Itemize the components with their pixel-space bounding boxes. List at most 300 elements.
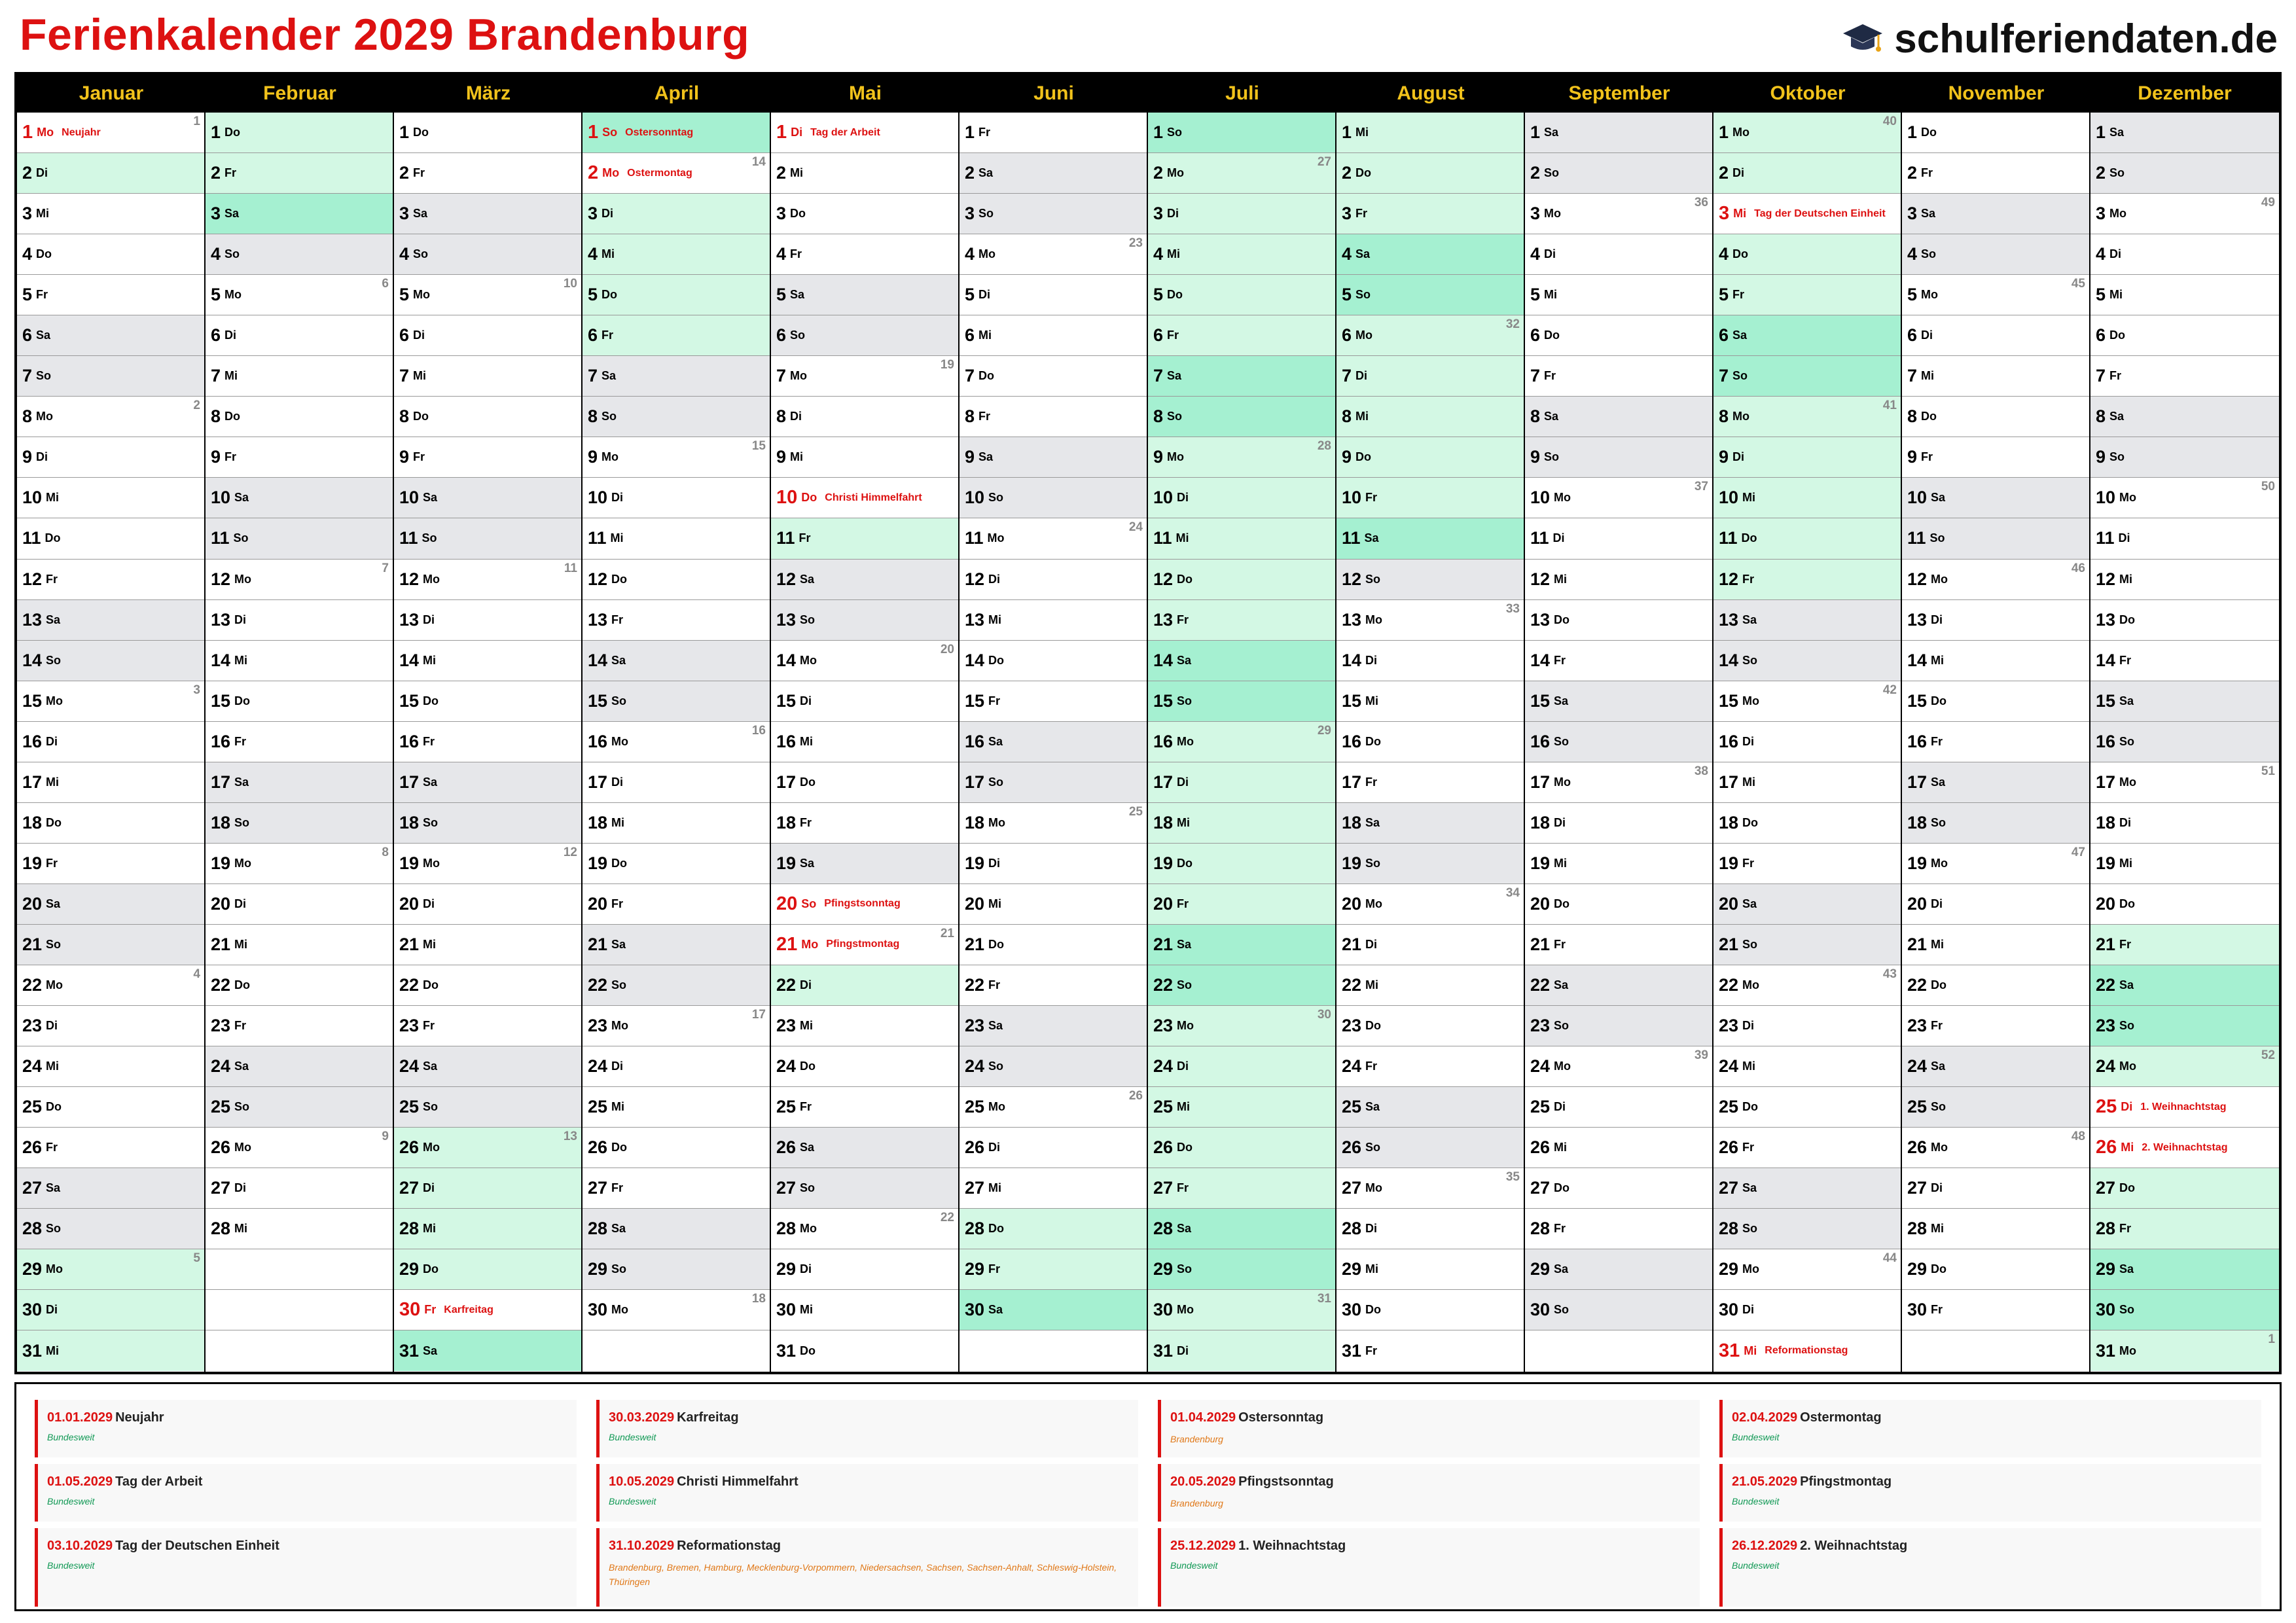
day-cell[interactable] (394, 194, 581, 234)
day-cell[interactable] (1525, 884, 1712, 925)
day-cell[interactable] (206, 681, 393, 722)
day-cell[interactable] (206, 397, 393, 437)
day-cell[interactable] (583, 194, 770, 234)
day-cell[interactable] (1902, 1006, 2089, 1046)
day-cell[interactable] (1902, 234, 2089, 275)
day-cell[interactable] (1525, 1290, 1712, 1330)
day-cell[interactable] (1525, 762, 1712, 803)
day-cell[interactable] (960, 681, 1147, 722)
day-cell[interactable] (771, 234, 958, 275)
day-cell[interactable] (1902, 722, 2089, 762)
day-cell[interactable] (394, 315, 581, 356)
day-cell[interactable] (2090, 600, 2279, 641)
day-cell[interactable] (1525, 194, 1712, 234)
day-cell[interactable] (1336, 925, 1524, 965)
day-cell[interactable] (2090, 803, 2279, 844)
day-cell[interactable] (17, 681, 204, 722)
day-cell[interactable] (1148, 803, 1335, 844)
day-cell[interactable] (771, 600, 958, 641)
day-cell[interactable] (1713, 965, 1901, 1006)
day-cell[interactable] (17, 884, 204, 925)
day-cell[interactable] (960, 275, 1147, 315)
day-cell[interactable] (1902, 803, 2089, 844)
day-cell[interactable] (2090, 153, 2279, 194)
day-cell[interactable] (771, 437, 958, 478)
day-cell[interactable] (17, 1046, 204, 1087)
day-cell[interactable] (771, 1046, 958, 1087)
day-cell[interactable] (1525, 1168, 1712, 1209)
day-cell[interactable] (583, 681, 770, 722)
day-cell[interactable] (583, 762, 770, 803)
day-cell[interactable] (960, 722, 1147, 762)
day-cell[interactable] (960, 1006, 1147, 1046)
day-cell[interactable] (206, 113, 393, 153)
day-cell[interactable] (1713, 1046, 1901, 1087)
day-cell[interactable] (1148, 153, 1335, 194)
day-cell[interactable] (394, 844, 581, 884)
brand-logo[interactable] (1842, 16, 2278, 62)
holiday-day-cell[interactable] (771, 113, 958, 153)
day-cell[interactable] (960, 518, 1147, 559)
day-cell[interactable] (2090, 518, 2279, 559)
day-cell[interactable] (394, 437, 581, 478)
day-cell[interactable] (394, 1209, 581, 1249)
day-cell[interactable] (1902, 560, 2089, 600)
day-cell[interactable] (1713, 1209, 1901, 1249)
day-cell[interactable] (1713, 1128, 1901, 1168)
day-cell[interactable] (206, 194, 393, 234)
day-cell[interactable] (1336, 641, 1524, 681)
day-cell[interactable] (1525, 965, 1712, 1006)
day-cell[interactable] (1713, 356, 1901, 397)
day-cell[interactable] (583, 315, 770, 356)
day-cell[interactable] (17, 1087, 204, 1128)
day-cell[interactable] (1148, 275, 1335, 315)
day-cell[interactable] (17, 844, 204, 884)
day-cell[interactable] (17, 356, 204, 397)
day-cell[interactable] (1713, 722, 1901, 762)
day-cell[interactable] (1148, 1046, 1335, 1087)
day-cell[interactable] (960, 194, 1147, 234)
day-cell[interactable] (1336, 356, 1524, 397)
day-cell[interactable] (771, 153, 958, 194)
day-cell[interactable] (960, 844, 1147, 884)
day-cell[interactable] (771, 1128, 958, 1168)
day-cell[interactable] (394, 1046, 581, 1087)
day-cell[interactable] (1713, 681, 1901, 722)
day-cell[interactable] (1902, 113, 2089, 153)
day-cell[interactable] (1336, 1128, 1524, 1168)
day-cell[interactable] (206, 518, 393, 559)
holiday-day-cell[interactable] (2090, 1087, 2279, 1128)
day-cell[interactable] (960, 560, 1147, 600)
day-cell[interactable] (206, 275, 393, 315)
day-cell[interactable] (206, 884, 393, 925)
day-cell[interactable] (1713, 1087, 1901, 1128)
day-cell[interactable] (960, 437, 1147, 478)
day-cell[interactable] (771, 315, 958, 356)
day-cell[interactable] (771, 681, 958, 722)
day-cell[interactable] (1525, 722, 1712, 762)
day-cell[interactable] (1148, 762, 1335, 803)
day-cell[interactable] (1525, 315, 1712, 356)
day-cell[interactable] (771, 1330, 958, 1371)
day-cell[interactable] (771, 518, 958, 559)
day-cell[interactable] (1713, 113, 1901, 153)
day-cell[interactable] (1148, 397, 1335, 437)
day-cell[interactable] (1902, 275, 2089, 315)
holiday-day-cell[interactable] (583, 153, 770, 194)
day-cell[interactable] (394, 1128, 581, 1168)
day-cell[interactable] (1336, 153, 1524, 194)
day-cell[interactable] (1902, 1209, 2089, 1249)
day-cell[interactable] (206, 153, 393, 194)
day-cell[interactable] (960, 762, 1147, 803)
day-cell[interactable] (1902, 641, 2089, 681)
holiday-day-cell[interactable] (771, 925, 958, 965)
day-cell[interactable] (960, 478, 1147, 518)
day-cell[interactable] (960, 600, 1147, 641)
holiday-day-cell[interactable] (394, 1290, 581, 1330)
day-cell[interactable] (394, 1330, 581, 1371)
day-cell[interactable] (2090, 356, 2279, 397)
day-cell[interactable] (1713, 315, 1901, 356)
day-cell[interactable] (1713, 234, 1901, 275)
day-cell[interactable] (583, 275, 770, 315)
day-cell[interactable] (17, 1290, 204, 1330)
day-cell[interactable] (1148, 1128, 1335, 1168)
day-cell[interactable] (394, 1006, 581, 1046)
day-cell[interactable] (1148, 518, 1335, 559)
day-cell[interactable] (1336, 397, 1524, 437)
day-cell[interactable] (1525, 356, 1712, 397)
day-cell[interactable] (1525, 397, 1712, 437)
day-cell[interactable] (583, 844, 770, 884)
day-cell[interactable] (1525, 1209, 1712, 1249)
day-cell[interactable] (2090, 722, 2279, 762)
day-cell[interactable] (1336, 437, 1524, 478)
day-cell[interactable] (1148, 1209, 1335, 1249)
day-cell[interactable] (771, 1249, 958, 1290)
day-cell[interactable] (1525, 925, 1712, 965)
day-cell[interactable] (1148, 234, 1335, 275)
day-cell[interactable] (1336, 1046, 1524, 1087)
day-cell[interactable] (2090, 641, 2279, 681)
day-cell[interactable] (1902, 1168, 2089, 1209)
day-cell[interactable] (394, 600, 581, 641)
holiday-day-cell[interactable] (771, 478, 958, 518)
day-cell[interactable] (394, 925, 581, 965)
day-cell[interactable] (1525, 600, 1712, 641)
day-cell[interactable] (206, 1209, 393, 1249)
holiday-day-cell[interactable] (2090, 1128, 2279, 1168)
day-cell[interactable] (206, 315, 393, 356)
day-cell[interactable] (771, 722, 958, 762)
day-cell[interactable] (583, 1006, 770, 1046)
day-cell[interactable] (206, 234, 393, 275)
day-cell[interactable] (1336, 315, 1524, 356)
day-cell[interactable] (1148, 356, 1335, 397)
day-cell[interactable] (1336, 1330, 1524, 1371)
day-cell[interactable] (1336, 1168, 1524, 1209)
day-cell[interactable] (583, 1046, 770, 1087)
day-cell[interactable] (960, 1290, 1147, 1330)
day-cell[interactable] (583, 560, 770, 600)
day-cell[interactable] (583, 1128, 770, 1168)
day-cell[interactable] (394, 356, 581, 397)
day-cell[interactable] (1713, 560, 1901, 600)
day-cell[interactable] (1713, 397, 1901, 437)
day-cell[interactable] (960, 113, 1147, 153)
day-cell[interactable] (1902, 397, 2089, 437)
day-cell[interactable] (1336, 234, 1524, 275)
day-cell[interactable] (394, 681, 581, 722)
day-cell[interactable] (1525, 518, 1712, 559)
day-cell[interactable] (771, 762, 958, 803)
day-cell[interactable] (2090, 560, 2279, 600)
day-cell[interactable] (771, 844, 958, 884)
day-cell[interactable] (1148, 560, 1335, 600)
day-cell[interactable] (583, 1087, 770, 1128)
day-cell[interactable] (206, 641, 393, 681)
day-cell[interactable] (206, 1087, 393, 1128)
day-cell[interactable] (394, 560, 581, 600)
day-cell[interactable] (1148, 925, 1335, 965)
day-cell[interactable] (17, 397, 204, 437)
day-cell[interactable] (1902, 762, 2089, 803)
day-cell[interactable] (2090, 478, 2279, 518)
day-cell[interactable] (17, 437, 204, 478)
day-cell[interactable] (771, 965, 958, 1006)
day-cell[interactable] (960, 803, 1147, 844)
day-cell[interactable] (583, 478, 770, 518)
day-cell[interactable] (1902, 194, 2089, 234)
day-cell[interactable] (1713, 1006, 1901, 1046)
day-cell[interactable] (960, 1087, 1147, 1128)
day-cell[interactable] (1336, 965, 1524, 1006)
day-cell[interactable] (1902, 315, 2089, 356)
day-cell[interactable] (1525, 113, 1712, 153)
day-cell[interactable] (17, 803, 204, 844)
day-cell[interactable] (1713, 437, 1901, 478)
day-cell[interactable] (1902, 1249, 2089, 1290)
day-cell[interactable] (1148, 1168, 1335, 1209)
day-cell[interactable] (17, 600, 204, 641)
day-cell[interactable] (1336, 1087, 1524, 1128)
day-cell[interactable] (1525, 641, 1712, 681)
day-cell[interactable] (583, 518, 770, 559)
day-cell[interactable] (1902, 965, 2089, 1006)
day-cell[interactable] (394, 803, 581, 844)
day-cell[interactable] (960, 153, 1147, 194)
day-cell[interactable] (1336, 884, 1524, 925)
day-cell[interactable] (1525, 803, 1712, 844)
day-cell[interactable] (17, 1330, 204, 1371)
day-cell[interactable] (1713, 844, 1901, 884)
day-cell[interactable] (1525, 275, 1712, 315)
day-cell[interactable] (1336, 113, 1524, 153)
day-cell[interactable] (394, 518, 581, 559)
day-cell[interactable] (1148, 478, 1335, 518)
day-cell[interactable] (1713, 600, 1901, 641)
day-cell[interactable] (960, 884, 1147, 925)
day-cell[interactable] (771, 275, 958, 315)
day-cell[interactable] (960, 1046, 1147, 1087)
day-cell[interactable] (1336, 803, 1524, 844)
day-cell[interactable] (2090, 1330, 2279, 1371)
day-cell[interactable] (1902, 153, 2089, 194)
day-cell[interactable] (1525, 681, 1712, 722)
day-cell[interactable] (394, 641, 581, 681)
day-cell[interactable] (17, 1128, 204, 1168)
day-cell[interactable] (1148, 722, 1335, 762)
holiday-day-cell[interactable] (771, 884, 958, 925)
day-cell[interactable] (2090, 965, 2279, 1006)
day-cell[interactable] (1713, 641, 1901, 681)
day-cell[interactable] (394, 1087, 581, 1128)
day-cell[interactable] (394, 113, 581, 153)
day-cell[interactable] (206, 437, 393, 478)
day-cell[interactable] (771, 560, 958, 600)
day-cell[interactable] (1713, 884, 1901, 925)
day-cell[interactable] (206, 844, 393, 884)
day-cell[interactable] (1713, 925, 1901, 965)
day-cell[interactable] (1713, 1168, 1901, 1209)
day-cell[interactable] (583, 234, 770, 275)
day-cell[interactable] (583, 925, 770, 965)
day-cell[interactable] (17, 315, 204, 356)
day-cell[interactable] (206, 560, 393, 600)
day-cell[interactable] (583, 397, 770, 437)
day-cell[interactable] (394, 153, 581, 194)
day-cell[interactable] (1336, 722, 1524, 762)
day-cell[interactable] (1713, 1249, 1901, 1290)
day-cell[interactable] (17, 1249, 204, 1290)
day-cell[interactable] (771, 356, 958, 397)
day-cell[interactable] (17, 722, 204, 762)
day-cell[interactable] (1902, 1290, 2089, 1330)
day-cell[interactable] (1336, 478, 1524, 518)
day-cell[interactable] (1336, 1249, 1524, 1290)
day-cell[interactable] (2090, 1249, 2279, 1290)
day-cell[interactable] (1902, 518, 2089, 559)
day-cell[interactable] (17, 1209, 204, 1249)
day-cell[interactable] (1148, 844, 1335, 884)
day-cell[interactable] (1336, 762, 1524, 803)
holiday-day-cell[interactable] (583, 113, 770, 153)
day-cell[interactable] (17, 641, 204, 681)
day-cell[interactable] (1336, 600, 1524, 641)
day-cell[interactable] (1713, 762, 1901, 803)
day-cell[interactable] (2090, 1290, 2279, 1330)
day-cell[interactable] (206, 925, 393, 965)
day-cell[interactable] (1148, 600, 1335, 641)
day-cell[interactable] (1148, 965, 1335, 1006)
day-cell[interactable] (1148, 1006, 1335, 1046)
day-cell[interactable] (206, 1046, 393, 1087)
day-cell[interactable] (2090, 437, 2279, 478)
day-cell[interactable] (17, 275, 204, 315)
day-cell[interactable] (17, 234, 204, 275)
day-cell[interactable] (394, 884, 581, 925)
day-cell[interactable] (960, 641, 1147, 681)
day-cell[interactable] (1148, 1330, 1335, 1371)
day-cell[interactable] (1148, 884, 1335, 925)
day-cell[interactable] (1525, 1249, 1712, 1290)
day-cell[interactable] (1336, 844, 1524, 884)
day-cell[interactable] (1713, 478, 1901, 518)
day-cell[interactable] (583, 641, 770, 681)
day-cell[interactable] (17, 518, 204, 559)
day-cell[interactable] (583, 1168, 770, 1209)
day-cell[interactable] (17, 1168, 204, 1209)
day-cell[interactable] (1336, 1290, 1524, 1330)
day-cell[interactable] (771, 803, 958, 844)
day-cell[interactable] (1336, 1209, 1524, 1249)
day-cell[interactable] (1902, 844, 2089, 884)
day-cell[interactable] (1336, 194, 1524, 234)
day-cell[interactable] (206, 356, 393, 397)
day-cell[interactable] (17, 153, 204, 194)
day-cell[interactable] (1148, 437, 1335, 478)
day-cell[interactable] (1713, 518, 1901, 559)
day-cell[interactable] (960, 1249, 1147, 1290)
day-cell[interactable] (2090, 1046, 2279, 1087)
day-cell[interactable] (394, 397, 581, 437)
day-cell[interactable] (206, 478, 393, 518)
day-cell[interactable] (583, 1209, 770, 1249)
day-cell[interactable] (583, 600, 770, 641)
day-cell[interactable] (1525, 234, 1712, 275)
day-cell[interactable] (960, 397, 1147, 437)
day-cell[interactable] (1902, 1087, 2089, 1128)
day-cell[interactable] (2090, 844, 2279, 884)
day-cell[interactable] (960, 1209, 1147, 1249)
day-cell[interactable] (771, 1168, 958, 1209)
day-cell[interactable] (1148, 113, 1335, 153)
day-cell[interactable] (17, 478, 204, 518)
day-cell[interactable] (771, 1290, 958, 1330)
day-cell[interactable] (1336, 1006, 1524, 1046)
holiday-day-cell[interactable] (17, 113, 204, 153)
day-cell[interactable] (771, 194, 958, 234)
day-cell[interactable] (1148, 1290, 1335, 1330)
day-cell[interactable] (1525, 1087, 1712, 1128)
day-cell[interactable] (17, 925, 204, 965)
day-cell[interactable] (2090, 681, 2279, 722)
day-cell[interactable] (1713, 803, 1901, 844)
day-cell[interactable] (206, 600, 393, 641)
day-cell[interactable] (1525, 478, 1712, 518)
day-cell[interactable] (394, 478, 581, 518)
day-cell[interactable] (1902, 681, 2089, 722)
day-cell[interactable] (1148, 1087, 1335, 1128)
day-cell[interactable] (206, 722, 393, 762)
day-cell[interactable] (1902, 1046, 2089, 1087)
day-cell[interactable] (1336, 560, 1524, 600)
day-cell[interactable] (1902, 356, 2089, 397)
day-cell[interactable] (2090, 113, 2279, 153)
day-cell[interactable] (771, 397, 958, 437)
day-cell[interactable] (394, 275, 581, 315)
day-cell[interactable] (206, 965, 393, 1006)
day-cell[interactable] (206, 1006, 393, 1046)
day-cell[interactable] (583, 1249, 770, 1290)
day-cell[interactable] (2090, 1209, 2279, 1249)
day-cell[interactable] (394, 722, 581, 762)
day-cell[interactable] (1525, 1006, 1712, 1046)
holiday-day-cell[interactable] (1713, 194, 1901, 234)
